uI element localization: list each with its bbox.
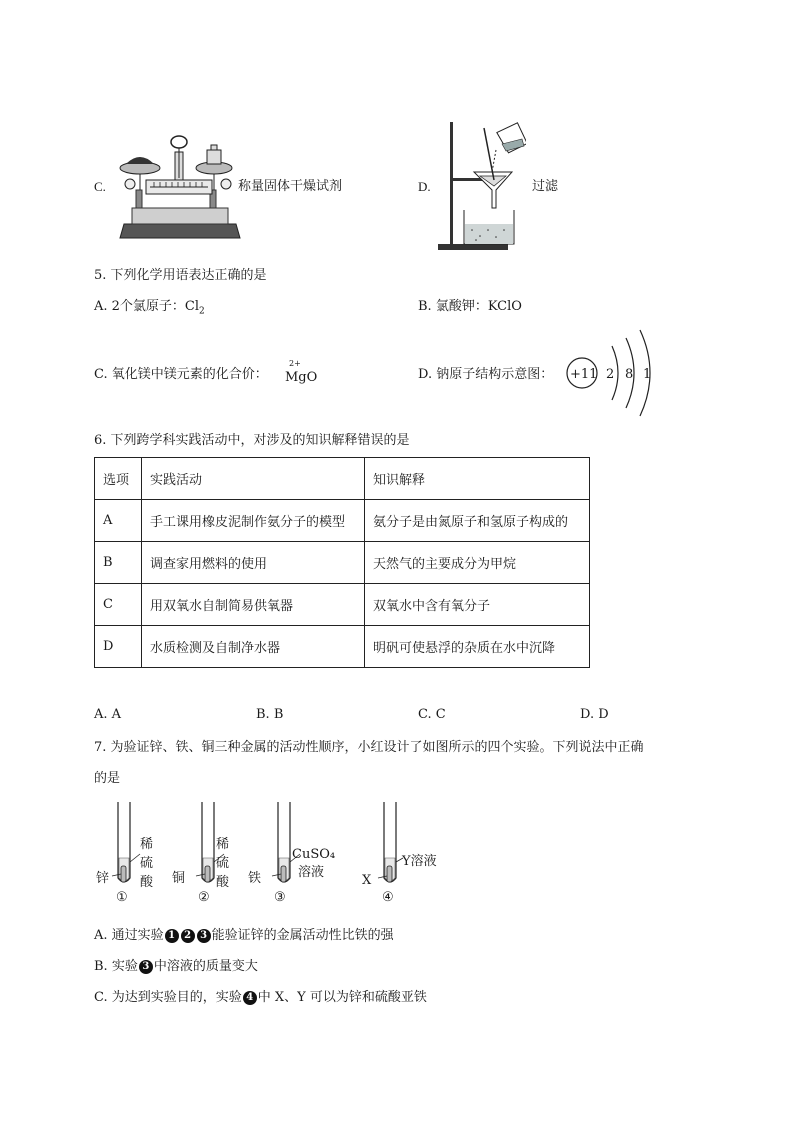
tube4-solution: Y溶液 xyxy=(402,854,437,869)
tube3-metal: 铁 xyxy=(248,871,262,886)
q5-option-d-text: D. 钠原子结构示意图： xyxy=(418,367,554,382)
q5-stem: 5. 下列化学用语表达正确的是 xyxy=(94,268,267,283)
tube3-number: ③ xyxy=(274,890,286,905)
tube1-metal: 锌 xyxy=(96,871,110,886)
q6-answer-d: D. D xyxy=(580,707,609,722)
tube1-solution: 稀 硫 酸 xyxy=(140,837,154,890)
q4-option-c-letter: C. xyxy=(94,179,106,194)
table-cell: A xyxy=(95,500,142,542)
q4-option-c-text: 称量固体干燥试剂 xyxy=(238,179,343,194)
header-explanation: 知识解释 xyxy=(365,458,590,500)
q5-option-c-formula: MgO xyxy=(285,370,318,385)
header-option: 选项 xyxy=(95,458,142,500)
table-cell: 用双氧水自制简易供氧器 xyxy=(142,584,365,626)
sodium-shell-3: 1 xyxy=(643,367,652,382)
q7-option-b: B. 实验 3 中溶液的质量变大 xyxy=(94,959,258,974)
table-row xyxy=(95,626,590,668)
q6-table xyxy=(94,457,590,668)
table-cell: 明矾可使悬浮的杂质在水中沉降 xyxy=(365,626,590,668)
table-cell: C xyxy=(95,584,142,626)
filtration-illustration xyxy=(436,120,526,252)
table-cell: 水质检测及自制净水器 xyxy=(142,626,365,668)
q7-stem-line2: 的是 xyxy=(94,771,121,786)
q5-option-a: A. 2个氯原子：$Cl_2$ xyxy=(94,299,205,317)
tube2-solution: 稀 硫 酸 xyxy=(216,837,230,890)
tube2-metal: 铜 xyxy=(172,871,186,886)
tube2-number: ② xyxy=(198,890,210,905)
q6-answer-a: A. A xyxy=(94,707,122,722)
table-cell: 调查家用燃料的使用 xyxy=(142,542,365,584)
q6-answer-c: C. C xyxy=(418,707,446,722)
table-row xyxy=(95,542,590,584)
table-header-row xyxy=(95,458,590,500)
balance-scale-illustration xyxy=(118,132,242,242)
table-cell: 氨分子是由氮原子和氢原子构成的 xyxy=(365,500,590,542)
q7-option-a: A. 通过实验 1 2 3 能验证锌的金属活动性比铁的强 xyxy=(94,928,394,943)
q6-stem: 6. 下列跨学科实践活动中，对涉及的知识解释错误的是 xyxy=(94,433,410,448)
q7-option-c: C. 为达到实验目的，实验 4 中 X、Y 可以为锌和硫酸亚铁 xyxy=(94,990,427,1005)
sodium-shell-2: 8 xyxy=(625,367,634,382)
header-activity: 实践活动 xyxy=(142,458,365,500)
table-cell: D xyxy=(95,626,142,668)
q4-option-d-text: 过滤 xyxy=(532,179,559,194)
table-cell: B xyxy=(95,542,142,584)
table-cell: 天然气的主要成分为甲烷 xyxy=(365,542,590,584)
q5-option-c-charge: 2+ xyxy=(289,359,301,368)
q4-option-d-letter: D. xyxy=(418,179,431,194)
table-cell: 手工课用橡皮泥制作氨分子的模型 xyxy=(142,500,365,542)
table-cell: 双氧水中含有氧分子 xyxy=(365,584,590,626)
tube4-number: ④ xyxy=(382,890,394,905)
q6-answer-b: B. B xyxy=(256,707,284,722)
tube3-solution: CuSO₄ 溶液 xyxy=(292,847,336,880)
q5-option-b: B. 氯酸钾：KClO xyxy=(418,299,522,314)
tube1-number: ① xyxy=(116,890,128,905)
q7-stem-line1: 7. 为验证锌、铁、铜三种金属的活动性顺序，小红设计了如图所示的四个实验。下列说法中正确 xyxy=(94,740,644,755)
table-row xyxy=(95,500,590,542)
table-row xyxy=(95,584,590,626)
sodium-shell-1: 2 xyxy=(606,367,615,382)
tube4-metal: X xyxy=(362,873,372,888)
q5-option-c-text: C. 氧化镁中镁元素的化合价： xyxy=(94,367,268,382)
sodium-nucleus-charge: +11 xyxy=(570,367,598,382)
